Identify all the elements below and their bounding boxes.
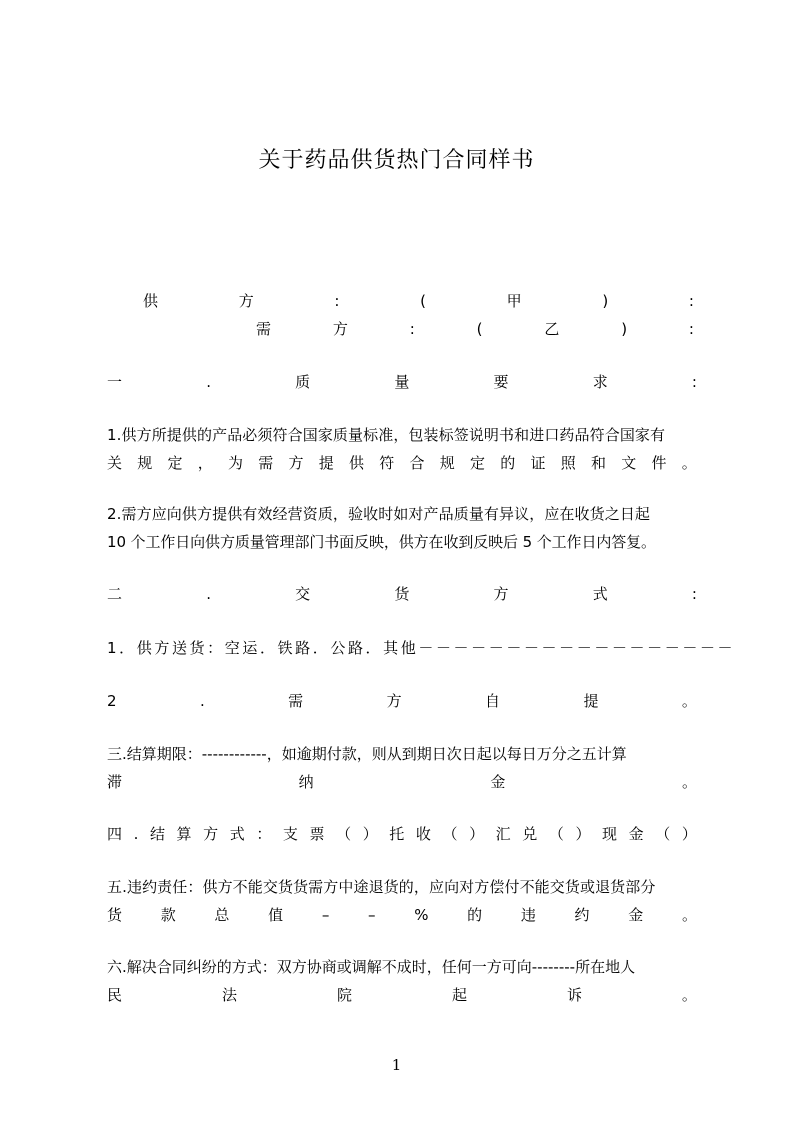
line-token: 关 — [107, 454, 123, 472]
line-token: 院 — [336, 986, 352, 1004]
line-token: ， — [197, 454, 213, 472]
section-2-heading — [107, 585, 697, 603]
line-token: （ — [336, 825, 352, 843]
line-token: 算 — [176, 825, 192, 843]
line-token: . — [133, 825, 139, 843]
line-token: 质 — [295, 373, 311, 391]
section-1-paragraph-2-line-1: 2.需方应向供方提供有效经营资质，验收时如对产品质量有异议，应在收货之日起 — [107, 505, 651, 523]
line-token: 法 — [221, 986, 237, 1004]
line-token: 起 — [451, 986, 467, 1004]
line-token: 方 — [238, 292, 254, 310]
line-token: 供 — [143, 292, 159, 310]
line-token: （ — [548, 825, 564, 843]
line-token: ） — [362, 825, 378, 843]
line-token: 款 — [160, 906, 176, 924]
line-token: 方 — [203, 825, 219, 843]
line-token: 为 — [228, 454, 244, 472]
line-token: ( — [420, 292, 426, 310]
section-3-line-1: 三.结算期限：------------，如逾期付款，则从到期日次日起以每日万分之五计算 — [107, 745, 627, 763]
line-token: 一 — [107, 373, 123, 391]
line-token: 约 — [574, 906, 590, 924]
line-token: 规 — [137, 454, 153, 472]
line-token: 。 — [681, 986, 697, 1004]
line-token: 方 — [386, 692, 402, 710]
line-token: 照 — [560, 454, 576, 472]
line-token: 定 — [470, 454, 486, 472]
line-token: – — [368, 906, 376, 924]
line-token: 汇 — [495, 825, 511, 843]
line-token: 需 — [288, 692, 304, 710]
line-token: 结 — [149, 825, 165, 843]
line-token: 定 — [167, 454, 183, 472]
line-token: 托 — [389, 825, 405, 843]
line-token: . — [206, 585, 211, 603]
line-token: 甲 — [506, 292, 522, 310]
line-token: 货 — [394, 585, 410, 603]
line-token: : — [334, 292, 340, 310]
line-token: ） — [469, 825, 485, 843]
line-token: 。 — [681, 692, 697, 710]
line-token: 2 — [107, 692, 117, 710]
line-token: 要 — [493, 373, 509, 391]
line-token: 供 — [349, 454, 365, 472]
line-token: 式 — [229, 825, 245, 843]
section-5-line-2 — [107, 906, 697, 924]
line-token: 合 — [409, 454, 425, 472]
line-token: : — [691, 585, 697, 603]
line-token: 金 — [628, 825, 644, 843]
line-token: 方 — [288, 454, 304, 472]
line-token: 件 — [651, 454, 667, 472]
section-1-paragraph-1-line-1: 1.供方所提供的产品必须符合国家质量标准，包装标签说明书和进口药品符合国家有 — [107, 426, 666, 444]
line-token: 滞 — [107, 773, 123, 791]
section-2-item-2 — [107, 692, 697, 710]
line-token: 收 — [415, 825, 431, 843]
line-token: 二 — [107, 585, 123, 603]
line-token: 金 — [628, 906, 644, 924]
line-token: % — [414, 906, 429, 924]
line-token: ： — [256, 825, 272, 843]
party-a-line — [143, 292, 694, 310]
line-token: : — [688, 292, 694, 310]
line-token: 货 — [107, 906, 123, 924]
line-token: . — [206, 373, 211, 391]
line-token: 的 — [500, 454, 516, 472]
line-token: 现 — [602, 825, 618, 843]
line-token: – — [321, 906, 330, 924]
section-4-line — [107, 825, 697, 843]
line-token: ( — [476, 320, 483, 338]
section-1-heading — [107, 373, 697, 391]
line-token: 方 — [493, 585, 509, 603]
line-token: . — [199, 692, 205, 710]
section-6-line-2 — [107, 986, 697, 1004]
line-token: 票 — [309, 825, 325, 843]
line-token: ) — [602, 292, 609, 310]
line-token: 诉 — [566, 986, 582, 1004]
line-token: 自 — [485, 692, 501, 710]
line-token: 金 — [490, 773, 506, 791]
line-token: 支 — [282, 825, 298, 843]
page-number: 1 — [391, 1056, 402, 1074]
line-token: 需 — [258, 454, 274, 472]
section-6-line-1: 六.解决合同纠纷的方式：双方协商或调解不成时，任何一方可向--------所在地人 — [107, 958, 636, 976]
line-token: 。 — [681, 906, 697, 924]
line-token: 纳 — [298, 773, 314, 791]
line-token: 。 — [681, 454, 697, 472]
line-token: 方 — [332, 320, 348, 338]
line-token: 提 — [318, 454, 334, 472]
line-token: 量 — [394, 373, 410, 391]
line-token: 求 — [592, 373, 608, 391]
line-token: 规 — [439, 454, 455, 472]
line-token: 民 — [107, 986, 123, 1004]
line-token: 式 — [592, 585, 608, 603]
line-token: （ — [655, 825, 671, 843]
line-token: 需 — [256, 320, 272, 338]
line-token: 提 — [583, 692, 599, 710]
line-token: ） — [681, 825, 697, 843]
line-token: 四 — [107, 825, 123, 843]
page-title: 关于药品供货热门合同样书 — [258, 148, 535, 173]
line-token: ） — [575, 825, 591, 843]
line-token: 。 — [681, 773, 697, 791]
line-token: 值 — [268, 906, 284, 924]
line-token: : — [691, 373, 697, 391]
line-token: : — [409, 320, 415, 338]
line-token: : — [688, 320, 694, 338]
line-token: 文 — [621, 454, 637, 472]
line-token: 乙 — [544, 320, 560, 338]
line-token: 总 — [214, 906, 230, 924]
section-1-paragraph-2-line-2: 10 个工作日向供方质量管理部门书面反映，供方在收到反映后 5 个工作日内答复。 — [107, 533, 656, 551]
line-token: 证 — [530, 454, 546, 472]
line-token: ) — [621, 320, 628, 338]
line-token: 的 — [467, 906, 483, 924]
section-1-paragraph-1-line-2 — [107, 454, 697, 472]
line-token: 违 — [520, 906, 536, 924]
line-token: 符 — [379, 454, 395, 472]
line-token: （ — [442, 825, 458, 843]
section-5-line-1: 五.违约责任：供方不能交货货需方中途退货的，应向对方偿付不能交货或退货部分 — [107, 878, 656, 896]
party-b-line — [256, 320, 694, 338]
line-token: 和 — [591, 454, 607, 472]
section-3-line-2 — [107, 773, 697, 791]
line-token: 兑 — [522, 825, 538, 843]
line-token: 交 — [295, 585, 311, 603]
section-2-item-1: 1．供方送货：空运．铁路．公路．其他－－－－－－－－－－－－－－－－－－ — [107, 639, 736, 657]
